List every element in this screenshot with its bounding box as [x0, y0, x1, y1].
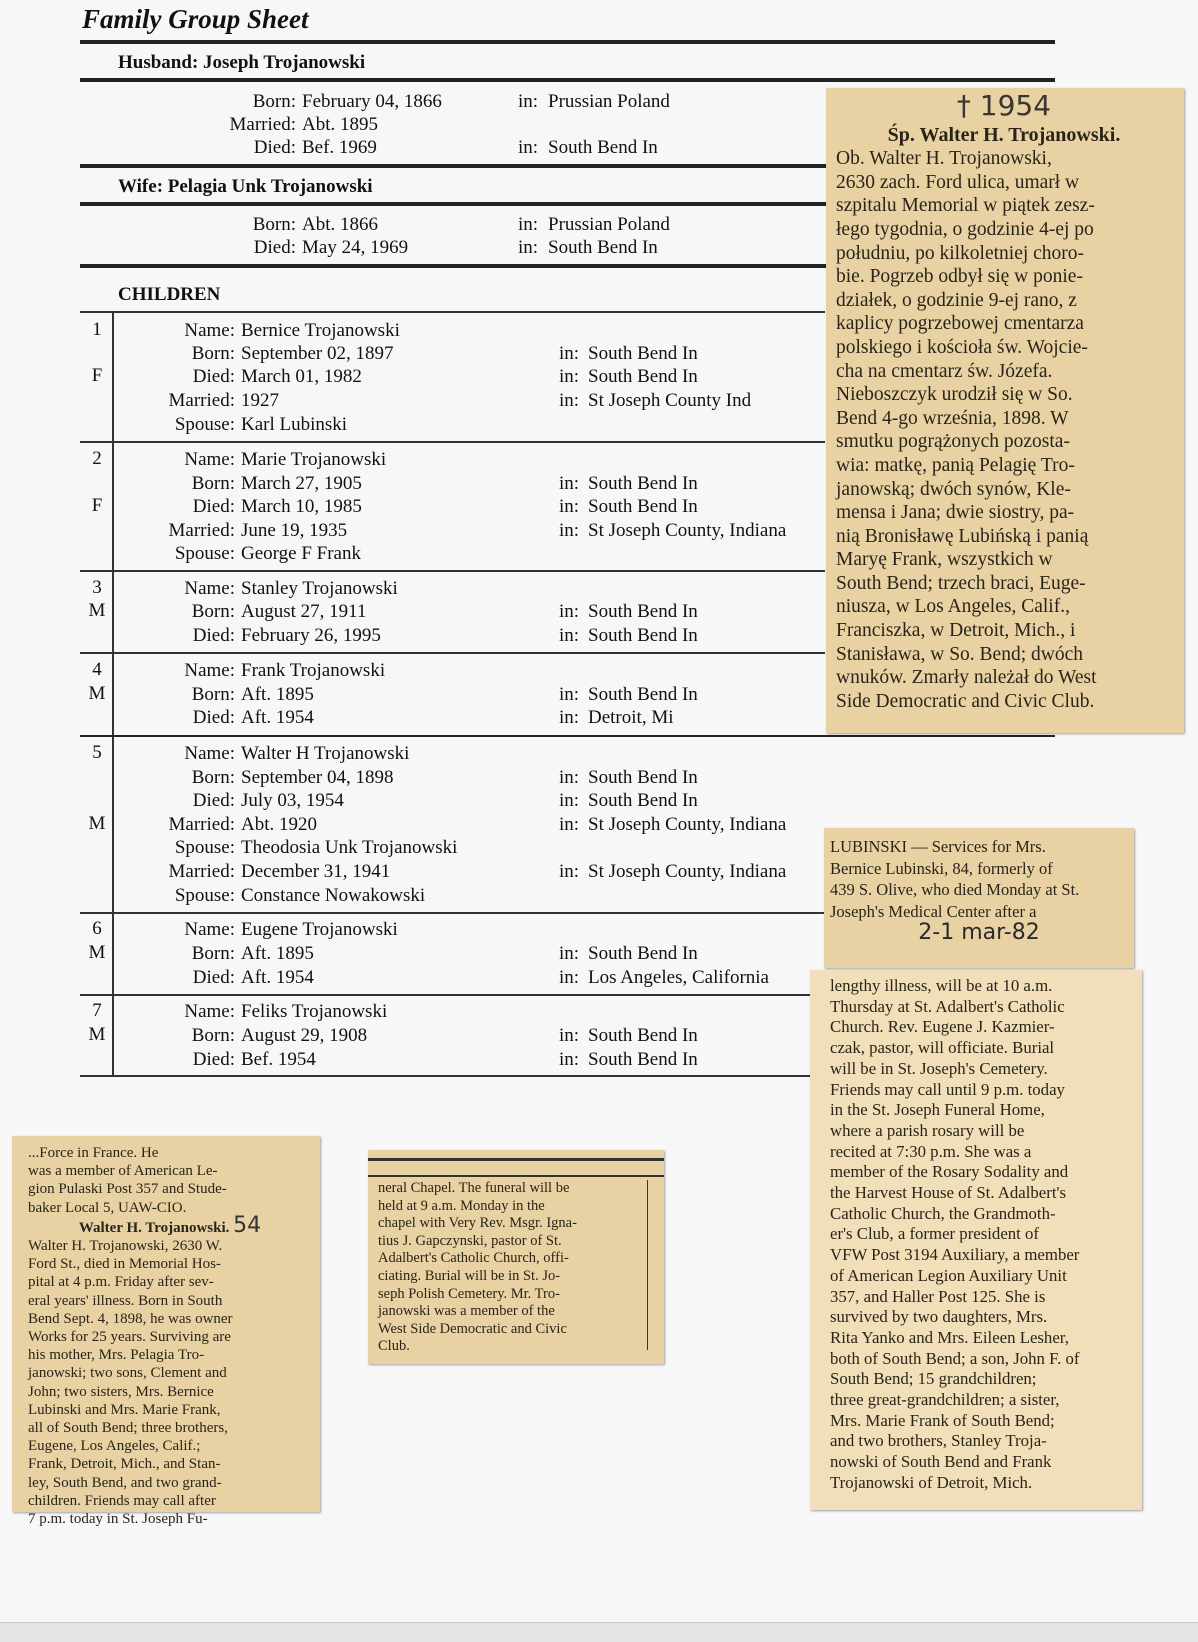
clipping-line: gion Pulaski Post 357 and Stude- — [28, 1181, 227, 1198]
husband-married: Abt. 1895 — [302, 114, 378, 135]
in-label: in: — [518, 91, 539, 112]
child-died-in: Detroit, Mi — [588, 707, 674, 728]
child-sex: M — [88, 813, 106, 834]
child-spouse-2: Constance Nowakowski — [241, 885, 426, 906]
clipping-line: Nieboszczyk urodził się w So. — [836, 384, 1073, 406]
spouse-label: Spouse: — [174, 543, 235, 564]
divider — [80, 441, 825, 443]
clipping-line: 2630 zach. Ford ulica, umarł w — [836, 171, 1080, 193]
clipping-line: Works for 25 years. Surviving are — [28, 1329, 231, 1346]
clipping-line: Ob. Walter H. Trojanowski, — [836, 148, 1052, 170]
clipping-line: niusza, w Los Angeles, Calif., — [836, 596, 1070, 618]
clipping-line: nią Bronisławę Lubińską i panią — [836, 525, 1089, 547]
child-died: February 26, 1995 — [241, 625, 381, 646]
clipping-line: survived by two daughters, Mrs. — [830, 1307, 1048, 1327]
clipping-line: 439 S. Olive, who died Monday at St. — [830, 880, 1080, 899]
clipping-line: Church. Rev. Eugene J. Kazmier- — [830, 1017, 1055, 1037]
child-name: Walter H Trojanowski — [241, 743, 410, 764]
clipping-line: children. Friends may call after — [28, 1492, 216, 1509]
child-number: 2 — [92, 448, 102, 469]
in-label: in: — [559, 343, 580, 364]
died-label: Died: — [192, 790, 235, 811]
clipping-line: kaplicy pogrzebowej cmentarza — [836, 313, 1084, 335]
name-label: Name: — [184, 1001, 235, 1022]
lubinski-obituary-clipping-top — [824, 828, 1134, 968]
name-label: Name: — [184, 449, 235, 470]
wife-died: May 24, 1969 — [302, 237, 409, 258]
child-born-in: South Bend In — [588, 473, 698, 494]
child-married-in: St Joseph County, Indiana — [588, 520, 787, 541]
divider — [80, 652, 825, 654]
clipping-line: John; two sisters, Mrs. Bernice — [28, 1383, 214, 1400]
clipping-line: lengthy illness, will be at 10 a.m. — [830, 976, 1053, 995]
spouse-label: Spouse: — [174, 414, 235, 435]
clipping-line: Maryę Frank, wszystkich w — [836, 549, 1053, 571]
clipping-line: nowski of South Bend and Frank — [830, 1452, 1052, 1472]
child-number: 5 — [92, 742, 102, 763]
clipping-line: smutku pogrążonych pozosta- — [836, 431, 1070, 453]
child-sex: M — [88, 1024, 106, 1045]
child-spouse: Karl Lubinski — [241, 414, 348, 435]
child-died: March 01, 1982 — [241, 366, 362, 387]
clipping-line: will be in St. Joseph's Cemetery. — [830, 1058, 1048, 1078]
child-born: September 04, 1898 — [241, 767, 394, 788]
child-died: Aft. 1954 — [241, 707, 314, 728]
child-name: Eugene Trojanowski — [241, 919, 398, 940]
headline-text: Walter H. Trojanowski. — [78, 1219, 230, 1236]
child-sex: F — [91, 495, 103, 516]
born-label: Born: — [191, 473, 235, 494]
married-label: Married: — [168, 814, 235, 835]
clipping-line: wnuków. Zmarły należał do West — [836, 667, 1097, 689]
died-label: Died: — [192, 967, 235, 988]
divider — [80, 994, 825, 996]
column-divider — [647, 1180, 648, 1350]
divider — [80, 912, 825, 914]
name-label: Name: — [184, 578, 235, 599]
child-married: Abt. 1920 — [241, 814, 317, 835]
child-died-in: South Bend In — [588, 496, 698, 517]
child-died: Bef. 1954 — [241, 1049, 316, 1070]
name-label: Name: — [184, 919, 235, 940]
clipping-line: South Bend; trzech braci, Euge- — [836, 572, 1086, 594]
in-label: in: — [518, 214, 539, 235]
born-label: Born: — [252, 91, 296, 112]
clipping-line: pital at 4 p.m. Friday after sev- — [28, 1274, 214, 1291]
clipping-line: Franciszka, w Detroit, Mich., i — [836, 620, 1076, 642]
child-died: Aft. 1954 — [241, 967, 314, 988]
clipping-line: where a parish rosary will be — [830, 1120, 1025, 1140]
child-born: August 29, 1908 — [241, 1025, 368, 1046]
in-label: in: — [559, 943, 580, 964]
child-number: 1 — [92, 319, 102, 340]
clipping-line: both of South Bend; a son, John F. of — [830, 1348, 1080, 1368]
child-name: Bernice Trojanowski — [241, 320, 400, 341]
clipping-line: Walter H. Trojanowski, 2630 W. — [28, 1238, 223, 1255]
clipping-line: Rita Yanko and Mrs. Eileen Lesher, — [830, 1327, 1069, 1347]
in-label: in: — [559, 625, 580, 646]
page-title: Family Group Sheet — [82, 4, 309, 34]
child-name: Feliks Trojanowski — [241, 1001, 388, 1022]
clipping-line: ciating. Burial will be in St. Jo- — [378, 1267, 561, 1284]
married-label: Married: — [229, 114, 296, 135]
clipping-line: tius J. Gapczynski, pastor of St. — [378, 1232, 562, 1249]
in-label: in: — [559, 366, 580, 387]
married-label: Married: — [168, 861, 235, 882]
in-label: in: — [559, 1049, 580, 1070]
born-label: Born: — [191, 1025, 235, 1046]
husband-born: February 04, 1866 — [302, 91, 442, 112]
funeral-chapel-clipping — [368, 1150, 664, 1364]
clipping-line: of American Legion Auxiliary Unit — [830, 1265, 1067, 1285]
name-label: Name: — [184, 660, 235, 681]
born-label: Born: — [252, 214, 296, 235]
clipping-line: Catholic Church, the Grandmoth- — [830, 1203, 1056, 1223]
clipping-line: was a member of American Le- — [28, 1163, 218, 1180]
clipping-headline: Śp. Walter H. Trojanowski. — [887, 123, 1121, 146]
handwritten-year: 54 — [233, 1212, 262, 1238]
clipping-line: Trojanowski of Detroit, Mich. — [830, 1472, 1033, 1492]
clipping-line: West Side Democratic and Civic — [378, 1320, 567, 1337]
in-label: in: — [559, 473, 580, 494]
child-died-in: South Bend In — [588, 366, 698, 387]
child-born: Aft. 1895 — [241, 943, 314, 964]
child-married-in: St Joseph County Ind — [588, 390, 752, 411]
clipping-line: polskiego i kościoła św. Wojcie- — [836, 336, 1088, 358]
clipping-line: 357, and Haller Post 125. She is — [830, 1286, 1046, 1306]
child-born-in: South Bend In — [588, 767, 698, 788]
child-married-in: St Joseph County, Indiana — [588, 814, 787, 835]
clipping-line: łego tygodnia, o godzinie 4-ej po — [836, 218, 1094, 240]
divider — [80, 40, 1055, 44]
clipping-line: cha na cmentarz św. Józefa. — [836, 360, 1053, 382]
column-rules — [368, 1158, 664, 1177]
clipping-line: Lubinski and Mrs. Marie Frank, — [28, 1401, 221, 1418]
in-label: in: — [559, 684, 580, 705]
polish-obituary-clipping — [826, 88, 1184, 733]
wife-heading: Wife: Pelagia Unk Trojanowski — [118, 176, 373, 197]
child-born: September 02, 1897 — [241, 343, 394, 364]
wife-born-in: Prussian Poland — [548, 214, 670, 235]
child-died-in: South Bend In — [588, 625, 698, 646]
divider — [80, 1075, 825, 1077]
clipping-line: Ford St., died in Memorial Hos- — [28, 1256, 221, 1273]
clipping-line: recited at 7:30 p.m. She was a — [830, 1141, 1032, 1161]
born-label: Born: — [191, 684, 235, 705]
child-born-in: South Bend In — [588, 343, 698, 364]
children-heading: CHILDREN — [118, 284, 221, 305]
born-label: Born: — [191, 601, 235, 622]
child-spouse: George F Frank — [241, 543, 361, 564]
clipping-line: three great-grandchildren; a sister, — [830, 1390, 1060, 1410]
child-born-in: South Bend In — [588, 943, 698, 964]
clipping-line: held at 9 a.m. Monday in the — [378, 1197, 545, 1214]
clipping-line: Club. — [378, 1338, 410, 1355]
in-label: in: — [559, 496, 580, 517]
clipping-line: Frank, Detroit, Mich., and Stan- — [28, 1456, 221, 1473]
child-born-in: South Bend In — [588, 684, 698, 705]
child-married: 1927 — [241, 390, 279, 411]
clipping-line: neral Chapel. The funeral will be — [378, 1180, 570, 1196]
in-label: in: — [518, 137, 539, 158]
in-label: in: — [559, 967, 580, 988]
clipping-line: Bend 4-go września, 1898. W — [836, 407, 1069, 429]
born-label: Born: — [191, 767, 235, 788]
divider — [80, 735, 1055, 737]
handwritten-year: † 1954 — [956, 89, 1052, 122]
child-died-in: Los Angeles, California — [588, 967, 769, 988]
child-married-2: December 31, 1941 — [241, 861, 391, 882]
child-name: Frank Trojanowski — [241, 660, 386, 681]
clipping-line: szpitalu Memorial w piątek zesz- — [836, 195, 1095, 217]
clipping-line: Adalbert's Catholic Church, offi- — [378, 1250, 569, 1267]
clipping-line: Side Democratic and Civic Club. — [836, 690, 1095, 712]
child-died: July 03, 1954 — [241, 790, 344, 811]
in-label: in: — [559, 520, 580, 541]
in-label: in: — [559, 790, 580, 811]
clipping-line: er's Club, a former president of — [830, 1224, 1039, 1244]
died-label: Died: — [192, 707, 235, 728]
child-sex: F — [91, 365, 103, 386]
child-number: 6 — [92, 918, 102, 939]
clipping-line: eral years' illness. Born in South — [28, 1292, 223, 1309]
child-sex: M — [88, 942, 106, 963]
child-born: August 27, 1911 — [241, 601, 367, 622]
clipping-line: his mother, Mrs. Pelagia Tro- — [28, 1347, 205, 1364]
child-sex: M — [88, 683, 106, 704]
in-label: in: — [559, 861, 580, 882]
died-label: Died: — [253, 137, 296, 158]
died-label: Died: — [192, 625, 235, 646]
clipping-line: Friends may call until 9 p.m. today — [830, 1079, 1065, 1099]
clipping-line: in the St. Joseph Funeral Home, — [830, 1100, 1045, 1120]
clipping-line: południu, po kilkoletniej choro- — [836, 242, 1085, 264]
clipping-line: czak, pastor, will officiate. Burial — [830, 1038, 1055, 1058]
clipping-line: ...Force in France. He — [28, 1145, 159, 1161]
handwritten-date: 2-1 mar-82 — [918, 920, 1040, 945]
divider — [80, 78, 1055, 82]
born-label: Born: — [191, 343, 235, 364]
died-label: Died: — [192, 1049, 235, 1070]
clipping-line: Thursday at St. Adalbert's Catholic — [830, 996, 1065, 1016]
child-name: Stanley Trojanowski — [241, 578, 398, 599]
clipping-line: Mrs. Marie Frank of South Bend; — [830, 1410, 1055, 1430]
child-born-in: South Bend In — [588, 1025, 698, 1046]
clipping-line: mensa i Jana; dwie siostry, pa- — [836, 502, 1075, 524]
married-label: Married: — [168, 520, 235, 541]
spouse-label: Spouse: — [174, 885, 235, 906]
clipping-line: Eugene, Los Angeles, Calif.; — [28, 1438, 201, 1455]
spouse-label: Spouse: — [174, 837, 235, 858]
english-obituary-clipping — [12, 1136, 320, 1528]
clipping-line: seph Polish Cemetery. Mr. Tro- — [378, 1285, 560, 1302]
clipping-line: Stanisława, w So. Bend; dwóch — [836, 643, 1083, 665]
child-died-in: South Bend In — [588, 790, 698, 811]
clipping-line: and two brothers, Stanley Troja- — [830, 1431, 1047, 1451]
clipping-line: janowski was a member of the — [378, 1303, 555, 1320]
child-number: 7 — [92, 1000, 102, 1021]
died-label: Died: — [253, 237, 296, 258]
child-born: March 27, 1905 — [241, 473, 362, 494]
clipping-line: janowski; two sons, Clement and — [28, 1365, 227, 1382]
child-died-in: South Bend In — [588, 1049, 698, 1070]
clipping-headline — [28, 1212, 312, 1238]
divider — [80, 570, 825, 572]
name-label: Name: — [184, 320, 235, 341]
lubinski-obituary-clipping-bottom — [810, 970, 1142, 1510]
child-spouse: Theodosia Unk Trojanowski — [241, 837, 458, 858]
name-label: Name: — [184, 743, 235, 764]
clipping-line: South Bend; 15 grandchildren; — [830, 1369, 1037, 1389]
clipping-line: ley, South Bend, and two grand- — [28, 1474, 222, 1491]
child-married: June 19, 1935 — [241, 520, 348, 541]
clipping-line: janowską; dwóch synów, Kle- — [836, 478, 1071, 500]
clipping-line: LUBINSKI — Services for Mrs. — [830, 837, 1046, 856]
in-label: in: — [559, 767, 580, 788]
clipping-line: VFW Post 3194 Auxiliary, a member — [830, 1245, 1080, 1265]
child-born: Aft. 1895 — [241, 684, 314, 705]
clipping-line: Joseph's Medical Center after a — [830, 901, 1037, 921]
in-label: in: — [559, 814, 580, 835]
clipping-line: the Harvest House of St. Adalbert's — [830, 1183, 1067, 1203]
child-sex: M — [88, 600, 106, 621]
child-died: March 10, 1985 — [241, 496, 362, 517]
clipping-line: all of South Bend; three brothers, — [28, 1420, 228, 1437]
clipping-line: Bernice Lubinski, 84, formerly of — [830, 858, 1053, 878]
in-label: in: — [559, 601, 580, 622]
page-edge — [0, 1622, 1198, 1642]
clipping-line: member of the Rosary Sodality and — [830, 1162, 1069, 1182]
child-born-in: South Bend In — [588, 601, 698, 622]
husband-born-in: Prussian Poland — [548, 91, 670, 112]
in-label: in: — [559, 390, 580, 411]
in-label: in: — [559, 707, 580, 728]
died-label: Died: — [192, 366, 235, 387]
died-label: Died: — [192, 496, 235, 517]
clipping-line: 7 p.m. today in St. Joseph Fu- — [28, 1511, 208, 1528]
child-number: 4 — [92, 659, 102, 680]
clipping-line: bie. Pogrzeb odbył się w ponie- — [836, 266, 1083, 288]
married-label: Married: — [168, 390, 235, 411]
clipping-line: działek, o godzinie 9-ej rano, z — [836, 289, 1077, 311]
clipping-line: chapel with Very Rev. Msgr. Igna- — [378, 1215, 577, 1232]
in-label: in: — [518, 237, 539, 258]
child-number: 3 — [92, 577, 102, 598]
clipping-line: Bend Sept. 4, 1898, he was owner — [28, 1310, 233, 1327]
child-name: Marie Trojanowski — [241, 449, 387, 470]
husband-heading: Husband: Joseph Trojanowski — [118, 52, 366, 73]
wife-died-in: South Bend In — [548, 237, 658, 258]
wife-born: Abt. 1866 — [302, 214, 378, 235]
husband-died: Bef. 1969 — [302, 137, 377, 158]
child-married-2-in: St Joseph County, Indiana — [588, 861, 787, 882]
born-label: Born: — [191, 943, 235, 964]
clipping-line: baker Local 5, UAW-CIO. — [28, 1199, 187, 1216]
divider — [80, 311, 825, 313]
clipping-line: wia: matkę, panią Pelagię Tro- — [836, 454, 1075, 476]
in-label: in: — [559, 1025, 580, 1046]
husband-died-in: South Bend In — [548, 137, 658, 158]
